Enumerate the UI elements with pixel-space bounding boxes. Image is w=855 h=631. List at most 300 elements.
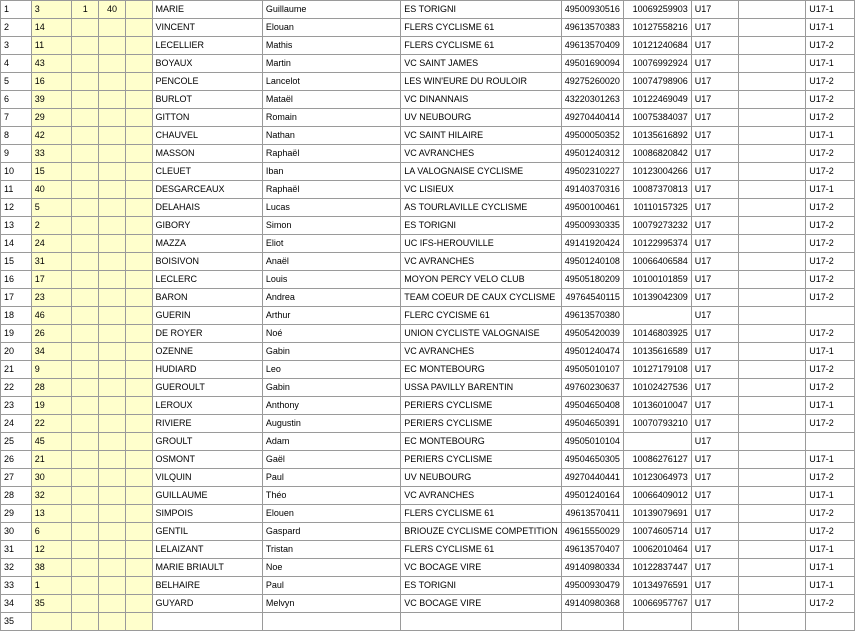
uci-id-cell[interactable]: 10066406584 bbox=[623, 253, 691, 271]
first-name-cell[interactable]: Louis bbox=[262, 271, 400, 289]
rank-cell[interactable]: 1 bbox=[1, 1, 32, 19]
subcategory-cell[interactable]: U17-2 bbox=[806, 37, 855, 55]
last-name-cell[interactable]: DE ROYER bbox=[152, 325, 262, 343]
points-cell[interactable] bbox=[99, 307, 126, 325]
club-cell[interactable]: UC IFS-HEROUVILLE bbox=[401, 235, 562, 253]
blank-cell[interactable] bbox=[739, 271, 806, 289]
category-cell[interactable]: U17 bbox=[691, 577, 739, 595]
category-cell[interactable]: U17 bbox=[691, 487, 739, 505]
bib-cell[interactable]: 16 bbox=[31, 73, 72, 91]
rank-cell[interactable]: 35 bbox=[1, 613, 32, 631]
uci-id-cell[interactable]: 10075384037 bbox=[623, 109, 691, 127]
rank-cell[interactable]: 2 bbox=[1, 19, 32, 37]
uci-id-cell[interactable]: 10127179108 bbox=[623, 361, 691, 379]
subcategory-cell[interactable]: U17-1 bbox=[806, 1, 855, 19]
bib-cell[interactable]: 45 bbox=[31, 433, 72, 451]
points-cell[interactable] bbox=[99, 73, 126, 91]
blank-cell[interactable] bbox=[125, 163, 152, 181]
bib-cell[interactable] bbox=[31, 613, 72, 631]
subcategory-cell[interactable]: U17-2 bbox=[806, 523, 855, 541]
uci-id-cell[interactable] bbox=[623, 433, 691, 451]
last-name-cell[interactable]: GUERIN bbox=[152, 307, 262, 325]
last-name-cell[interactable]: MARIE BRIAULT bbox=[152, 559, 262, 577]
points-cell[interactable] bbox=[99, 217, 126, 235]
first-name-cell[interactable]: Lancelot bbox=[262, 73, 400, 91]
subcategory-cell[interactable]: U17-2 bbox=[806, 361, 855, 379]
subcategory-cell[interactable]: U17-1 bbox=[806, 541, 855, 559]
rank-cell[interactable]: 21 bbox=[1, 361, 32, 379]
position-cell[interactable] bbox=[72, 613, 99, 631]
last-name-cell[interactable]: GUEROULT bbox=[152, 379, 262, 397]
rank-cell[interactable]: 25 bbox=[1, 433, 32, 451]
points-cell[interactable] bbox=[99, 433, 126, 451]
uci-id-cell[interactable]: 10127558216 bbox=[623, 19, 691, 37]
position-cell[interactable] bbox=[72, 181, 99, 199]
subcategory-cell[interactable]: U17-1 bbox=[806, 55, 855, 73]
first-name-cell[interactable]: Nathan bbox=[262, 127, 400, 145]
position-cell[interactable] bbox=[72, 397, 99, 415]
first-name-cell[interactable]: Simon bbox=[262, 217, 400, 235]
subcategory-cell[interactable]: U17-2 bbox=[806, 253, 855, 271]
blank-cell[interactable] bbox=[739, 415, 806, 433]
category-cell[interactable]: U17 bbox=[691, 235, 739, 253]
license-cell[interactable] bbox=[561, 613, 623, 631]
license-cell[interactable]: 49764540115 bbox=[561, 289, 623, 307]
blank-cell[interactable] bbox=[125, 19, 152, 37]
subcategory-cell[interactable]: U17-1 bbox=[806, 397, 855, 415]
license-cell[interactable]: 43220301263 bbox=[561, 91, 623, 109]
blank-cell[interactable] bbox=[125, 577, 152, 595]
club-cell[interactable]: VC DINANNAIS bbox=[401, 91, 562, 109]
first-name-cell[interactable]: Arthur bbox=[262, 307, 400, 325]
rank-cell[interactable]: 9 bbox=[1, 145, 32, 163]
bib-cell[interactable]: 33 bbox=[31, 145, 72, 163]
points-cell[interactable] bbox=[99, 55, 126, 73]
blank-cell[interactable] bbox=[739, 343, 806, 361]
bib-cell[interactable]: 5 bbox=[31, 199, 72, 217]
rank-cell[interactable]: 4 bbox=[1, 55, 32, 73]
position-cell[interactable] bbox=[72, 559, 99, 577]
points-cell[interactable] bbox=[99, 37, 126, 55]
subcategory-cell[interactable]: U17-1 bbox=[806, 127, 855, 145]
bib-cell[interactable]: 19 bbox=[31, 397, 72, 415]
license-cell[interactable]: 49505420039 bbox=[561, 325, 623, 343]
category-cell[interactable]: U17 bbox=[691, 91, 739, 109]
license-cell[interactable]: 49140980334 bbox=[561, 559, 623, 577]
last-name-cell[interactable]: PENCOLE bbox=[152, 73, 262, 91]
uci-id-cell[interactable] bbox=[623, 613, 691, 631]
position-cell[interactable] bbox=[72, 289, 99, 307]
first-name-cell[interactable]: Noé bbox=[262, 325, 400, 343]
uci-id-cell[interactable]: 10146803925 bbox=[623, 325, 691, 343]
points-cell[interactable] bbox=[99, 145, 126, 163]
blank-cell[interactable] bbox=[125, 379, 152, 397]
bib-cell[interactable]: 26 bbox=[31, 325, 72, 343]
bib-cell[interactable]: 15 bbox=[31, 163, 72, 181]
rank-cell[interactable]: 17 bbox=[1, 289, 32, 307]
position-cell[interactable] bbox=[72, 343, 99, 361]
bib-cell[interactable]: 31 bbox=[31, 253, 72, 271]
points-cell[interactable] bbox=[99, 235, 126, 253]
club-cell[interactable]: PERIERS CYCLISME bbox=[401, 397, 562, 415]
blank-cell[interactable] bbox=[125, 397, 152, 415]
category-cell[interactable]: U17 bbox=[691, 307, 739, 325]
blank-cell[interactable] bbox=[739, 289, 806, 307]
blank-cell[interactable] bbox=[125, 109, 152, 127]
uci-id-cell[interactable]: 10086820842 bbox=[623, 145, 691, 163]
subcategory-cell[interactable]: U17-2 bbox=[806, 73, 855, 91]
subcategory-cell[interactable]: U17-2 bbox=[806, 271, 855, 289]
first-name-cell[interactable]: Elouen bbox=[262, 505, 400, 523]
club-cell[interactable]: UV NEUBOURG bbox=[401, 469, 562, 487]
subcategory-cell[interactable]: U17-1 bbox=[806, 487, 855, 505]
subcategory-cell[interactable]: U17-1 bbox=[806, 181, 855, 199]
last-name-cell[interactable]: LELAIZANT bbox=[152, 541, 262, 559]
subcategory-cell[interactable]: U17-2 bbox=[806, 505, 855, 523]
last-name-cell[interactable]: OSMONT bbox=[152, 451, 262, 469]
last-name-cell[interactable]: GUYARD bbox=[152, 595, 262, 613]
blank-cell[interactable] bbox=[739, 73, 806, 91]
bib-cell[interactable]: 38 bbox=[31, 559, 72, 577]
blank-cell[interactable] bbox=[739, 127, 806, 145]
blank-cell[interactable] bbox=[125, 595, 152, 613]
subcategory-cell[interactable]: U17-2 bbox=[806, 163, 855, 181]
position-cell[interactable] bbox=[72, 379, 99, 397]
last-name-cell[interactable]: VILQUIN bbox=[152, 469, 262, 487]
blank-cell[interactable] bbox=[125, 181, 152, 199]
category-cell[interactable]: U17 bbox=[691, 397, 739, 415]
blank-cell[interactable] bbox=[125, 487, 152, 505]
rank-cell[interactable]: 29 bbox=[1, 505, 32, 523]
license-cell[interactable]: 49500930516 bbox=[561, 1, 623, 19]
license-cell[interactable]: 49140370316 bbox=[561, 181, 623, 199]
uci-id-cell[interactable]: 10123004266 bbox=[623, 163, 691, 181]
last-name-cell[interactable]: MAZZA bbox=[152, 235, 262, 253]
points-cell[interactable] bbox=[99, 91, 126, 109]
points-cell[interactable] bbox=[99, 181, 126, 199]
position-cell[interactable] bbox=[72, 271, 99, 289]
first-name-cell[interactable]: Adam bbox=[262, 433, 400, 451]
subcategory-cell[interactable] bbox=[806, 433, 855, 451]
last-name-cell[interactable]: LECLERC bbox=[152, 271, 262, 289]
blank-cell[interactable] bbox=[739, 235, 806, 253]
license-cell[interactable]: 49275260020 bbox=[561, 73, 623, 91]
position-cell[interactable] bbox=[72, 235, 99, 253]
position-cell[interactable] bbox=[72, 451, 99, 469]
position-cell[interactable] bbox=[72, 523, 99, 541]
category-cell[interactable]: U17 bbox=[691, 451, 739, 469]
position-cell[interactable] bbox=[72, 109, 99, 127]
category-cell[interactable]: U17 bbox=[691, 469, 739, 487]
last-name-cell[interactable] bbox=[152, 613, 262, 631]
blank-cell[interactable] bbox=[739, 181, 806, 199]
uci-id-cell[interactable]: 10066957767 bbox=[623, 595, 691, 613]
subcategory-cell[interactable]: U17-2 bbox=[806, 91, 855, 109]
blank-cell[interactable] bbox=[125, 253, 152, 271]
first-name-cell[interactable]: Elouan bbox=[262, 19, 400, 37]
last-name-cell[interactable]: GITTON bbox=[152, 109, 262, 127]
bib-cell[interactable]: 12 bbox=[31, 541, 72, 559]
last-name-cell[interactable]: DELAHAIS bbox=[152, 199, 262, 217]
club-cell[interactable]: ES TORIGNI bbox=[401, 577, 562, 595]
blank-cell[interactable] bbox=[739, 451, 806, 469]
category-cell[interactable]: U17 bbox=[691, 325, 739, 343]
club-cell[interactable]: FLERS CYCLISME 61 bbox=[401, 19, 562, 37]
subcategory-cell[interactable]: U17-1 bbox=[806, 559, 855, 577]
license-cell[interactable]: 49505180209 bbox=[561, 271, 623, 289]
rank-cell[interactable]: 26 bbox=[1, 451, 32, 469]
last-name-cell[interactable]: VINCENT bbox=[152, 19, 262, 37]
first-name-cell[interactable]: Gaspard bbox=[262, 523, 400, 541]
category-cell[interactable]: U17 bbox=[691, 55, 739, 73]
uci-id-cell[interactable]: 10070793210 bbox=[623, 415, 691, 433]
blank-cell[interactable] bbox=[125, 55, 152, 73]
bib-cell[interactable]: 35 bbox=[31, 595, 72, 613]
blank-cell[interactable] bbox=[739, 361, 806, 379]
rank-cell[interactable]: 11 bbox=[1, 181, 32, 199]
subcategory-cell[interactable]: U17-2 bbox=[806, 469, 855, 487]
license-cell[interactable]: 49504650305 bbox=[561, 451, 623, 469]
rank-cell[interactable]: 18 bbox=[1, 307, 32, 325]
position-cell[interactable] bbox=[72, 73, 99, 91]
bib-cell[interactable]: 43 bbox=[31, 55, 72, 73]
last-name-cell[interactable]: SIMPOIS bbox=[152, 505, 262, 523]
points-cell[interactable] bbox=[99, 127, 126, 145]
license-cell[interactable]: 49504650391 bbox=[561, 415, 623, 433]
bib-cell[interactable]: 46 bbox=[31, 307, 72, 325]
club-cell[interactable]: VC AVRANCHES bbox=[401, 487, 562, 505]
rank-cell[interactable]: 20 bbox=[1, 343, 32, 361]
club-cell[interactable] bbox=[401, 613, 562, 631]
category-cell[interactable]: U17 bbox=[691, 253, 739, 271]
uci-id-cell[interactable] bbox=[623, 307, 691, 325]
last-name-cell[interactable]: MASSON bbox=[152, 145, 262, 163]
club-cell[interactable]: VC AVRANCHES bbox=[401, 253, 562, 271]
category-cell[interactable]: U17 bbox=[691, 1, 739, 19]
blank-cell[interactable] bbox=[739, 199, 806, 217]
bib-cell[interactable]: 11 bbox=[31, 37, 72, 55]
blank-cell[interactable] bbox=[739, 595, 806, 613]
position-cell[interactable] bbox=[72, 307, 99, 325]
bib-cell[interactable]: 2 bbox=[31, 217, 72, 235]
bib-cell[interactable]: 17 bbox=[31, 271, 72, 289]
blank-cell[interactable] bbox=[125, 541, 152, 559]
points-cell[interactable] bbox=[99, 271, 126, 289]
first-name-cell[interactable]: Mathis bbox=[262, 37, 400, 55]
blank-cell[interactable] bbox=[739, 91, 806, 109]
uci-id-cell[interactable]: 10079273232 bbox=[623, 217, 691, 235]
club-cell[interactable]: VC SAINT HILAIRE bbox=[401, 127, 562, 145]
last-name-cell[interactable]: LECELLIER bbox=[152, 37, 262, 55]
rank-cell[interactable]: 27 bbox=[1, 469, 32, 487]
uci-id-cell[interactable]: 10134976591 bbox=[623, 577, 691, 595]
bib-cell[interactable]: 34 bbox=[31, 343, 72, 361]
blank-cell[interactable] bbox=[739, 109, 806, 127]
first-name-cell[interactable]: Mataël bbox=[262, 91, 400, 109]
license-cell[interactable]: 49615550029 bbox=[561, 523, 623, 541]
license-cell[interactable]: 49613570409 bbox=[561, 37, 623, 55]
rank-cell[interactable]: 6 bbox=[1, 91, 32, 109]
first-name-cell[interactable]: Tristan bbox=[262, 541, 400, 559]
category-cell[interactable]: U17 bbox=[691, 595, 739, 613]
club-cell[interactable]: PERIERS CYCLISME bbox=[401, 451, 562, 469]
position-cell[interactable] bbox=[72, 487, 99, 505]
blank-cell[interactable] bbox=[739, 613, 806, 631]
points-cell[interactable] bbox=[99, 109, 126, 127]
bib-cell[interactable]: 3 bbox=[31, 1, 72, 19]
license-cell[interactable]: 49270440441 bbox=[561, 469, 623, 487]
club-cell[interactable]: FLERC CYCISME 61 bbox=[401, 307, 562, 325]
license-cell[interactable]: 49141920424 bbox=[561, 235, 623, 253]
category-cell[interactable]: U17 bbox=[691, 541, 739, 559]
blank-cell[interactable] bbox=[125, 523, 152, 541]
position-cell[interactable] bbox=[72, 37, 99, 55]
position-cell[interactable] bbox=[72, 433, 99, 451]
club-cell[interactable]: VC SAINT JAMES bbox=[401, 55, 562, 73]
license-cell[interactable]: 49500050352 bbox=[561, 127, 623, 145]
license-cell[interactable]: 49613570380 bbox=[561, 307, 623, 325]
position-cell[interactable] bbox=[72, 163, 99, 181]
uci-id-cell[interactable]: 10074798906 bbox=[623, 73, 691, 91]
first-name-cell[interactable]: Andrea bbox=[262, 289, 400, 307]
position-cell[interactable] bbox=[72, 505, 99, 523]
first-name-cell[interactable]: Guillaume bbox=[262, 1, 400, 19]
license-cell[interactable]: 49502310227 bbox=[561, 163, 623, 181]
blank-cell[interactable] bbox=[125, 145, 152, 163]
blank-cell[interactable] bbox=[739, 379, 806, 397]
club-cell[interactable]: LA VALOGNAISE CYCLISME bbox=[401, 163, 562, 181]
license-cell[interactable]: 49613570411 bbox=[561, 505, 623, 523]
license-cell[interactable]: 49504650408 bbox=[561, 397, 623, 415]
bib-cell[interactable]: 1 bbox=[31, 577, 72, 595]
bib-cell[interactable]: 40 bbox=[31, 181, 72, 199]
license-cell[interactable]: 49613570407 bbox=[561, 541, 623, 559]
uci-id-cell[interactable]: 10069259903 bbox=[623, 1, 691, 19]
points-cell[interactable] bbox=[99, 379, 126, 397]
blank-cell[interactable] bbox=[739, 19, 806, 37]
bib-cell[interactable]: 14 bbox=[31, 19, 72, 37]
uci-id-cell[interactable]: 10087370813 bbox=[623, 181, 691, 199]
first-name-cell[interactable]: Iban bbox=[262, 163, 400, 181]
category-cell[interactable]: U17 bbox=[691, 415, 739, 433]
first-name-cell[interactable]: Lucas bbox=[262, 199, 400, 217]
category-cell[interactable]: U17 bbox=[691, 145, 739, 163]
club-cell[interactable]: FLERS CYCLISME 61 bbox=[401, 37, 562, 55]
rank-cell[interactable]: 10 bbox=[1, 163, 32, 181]
license-cell[interactable]: 49500930479 bbox=[561, 577, 623, 595]
uci-id-cell[interactable]: 10062010464 bbox=[623, 541, 691, 559]
points-cell[interactable] bbox=[99, 613, 126, 631]
blank-cell[interactable] bbox=[739, 559, 806, 577]
last-name-cell[interactable]: BARON bbox=[152, 289, 262, 307]
points-cell[interactable] bbox=[99, 199, 126, 217]
club-cell[interactable]: EC MONTEBOURG bbox=[401, 361, 562, 379]
points-cell[interactable] bbox=[99, 577, 126, 595]
category-cell[interactable]: U17 bbox=[691, 127, 739, 145]
blank-cell[interactable] bbox=[739, 145, 806, 163]
first-name-cell[interactable]: Anthony bbox=[262, 397, 400, 415]
rank-cell[interactable]: 32 bbox=[1, 559, 32, 577]
rank-cell[interactable]: 13 bbox=[1, 217, 32, 235]
last-name-cell[interactable]: GROULT bbox=[152, 433, 262, 451]
blank-cell[interactable] bbox=[739, 523, 806, 541]
blank-cell[interactable] bbox=[739, 307, 806, 325]
points-cell[interactable] bbox=[99, 361, 126, 379]
position-cell[interactable] bbox=[72, 253, 99, 271]
subcategory-cell[interactable] bbox=[806, 613, 855, 631]
blank-cell[interactable] bbox=[125, 451, 152, 469]
position-cell[interactable] bbox=[72, 541, 99, 559]
points-cell[interactable] bbox=[99, 469, 126, 487]
points-cell[interactable] bbox=[99, 397, 126, 415]
club-cell[interactable]: VC AVRANCHES bbox=[401, 145, 562, 163]
club-cell[interactable]: VC LISIEUX bbox=[401, 181, 562, 199]
position-cell[interactable] bbox=[72, 217, 99, 235]
subcategory-cell[interactable]: U17-2 bbox=[806, 217, 855, 235]
first-name-cell[interactable]: Gaël bbox=[262, 451, 400, 469]
position-cell[interactable] bbox=[72, 577, 99, 595]
license-cell[interactable]: 49505010104 bbox=[561, 433, 623, 451]
subcategory-cell[interactable]: U17-2 bbox=[806, 325, 855, 343]
license-cell[interactable]: 49501240108 bbox=[561, 253, 623, 271]
category-cell[interactable]: U17 bbox=[691, 379, 739, 397]
bib-cell[interactable]: 22 bbox=[31, 415, 72, 433]
category-cell[interactable]: U17 bbox=[691, 343, 739, 361]
rank-cell[interactable]: 15 bbox=[1, 253, 32, 271]
last-name-cell[interactable]: BOYAUX bbox=[152, 55, 262, 73]
uci-id-cell[interactable]: 10139042309 bbox=[623, 289, 691, 307]
first-name-cell[interactable]: Noe bbox=[262, 559, 400, 577]
points-cell[interactable] bbox=[99, 541, 126, 559]
last-name-cell[interactable]: BURLOT bbox=[152, 91, 262, 109]
last-name-cell[interactable]: RIVIERE bbox=[152, 415, 262, 433]
blank-cell[interactable] bbox=[739, 253, 806, 271]
blank-cell[interactable] bbox=[125, 361, 152, 379]
last-name-cell[interactable]: LEROUX bbox=[152, 397, 262, 415]
rank-cell[interactable]: 19 bbox=[1, 325, 32, 343]
category-cell[interactable]: U17 bbox=[691, 163, 739, 181]
blank-cell[interactable] bbox=[739, 487, 806, 505]
rank-cell[interactable]: 34 bbox=[1, 595, 32, 613]
subcategory-cell[interactable]: U17-1 bbox=[806, 19, 855, 37]
subcategory-cell[interactable]: U17-2 bbox=[806, 109, 855, 127]
subcategory-cell[interactable]: U17-2 bbox=[806, 199, 855, 217]
position-cell[interactable] bbox=[72, 199, 99, 217]
last-name-cell[interactable]: OZENNE bbox=[152, 343, 262, 361]
rank-cell[interactable]: 33 bbox=[1, 577, 32, 595]
blank-cell[interactable] bbox=[125, 433, 152, 451]
blank-cell[interactable] bbox=[739, 577, 806, 595]
subcategory-cell[interactable]: U17-2 bbox=[806, 415, 855, 433]
position-cell[interactable] bbox=[72, 595, 99, 613]
blank-cell[interactable] bbox=[125, 37, 152, 55]
position-cell[interactable] bbox=[72, 55, 99, 73]
blank-cell[interactable] bbox=[739, 1, 806, 19]
subcategory-cell[interactable]: U17-1 bbox=[806, 577, 855, 595]
bib-cell[interactable]: 29 bbox=[31, 109, 72, 127]
uci-id-cell[interactable]: 10121240684 bbox=[623, 37, 691, 55]
blank-cell[interactable] bbox=[125, 469, 152, 487]
first-name-cell[interactable]: Eliot bbox=[262, 235, 400, 253]
blank-cell[interactable] bbox=[739, 55, 806, 73]
subcategory-cell[interactable]: U17-1 bbox=[806, 451, 855, 469]
points-cell[interactable] bbox=[99, 163, 126, 181]
bib-cell[interactable]: 42 bbox=[31, 127, 72, 145]
bib-cell[interactable]: 9 bbox=[31, 361, 72, 379]
first-name-cell[interactable]: Gabin bbox=[262, 379, 400, 397]
subcategory-cell[interactable]: U17-2 bbox=[806, 145, 855, 163]
blank-cell[interactable] bbox=[125, 343, 152, 361]
